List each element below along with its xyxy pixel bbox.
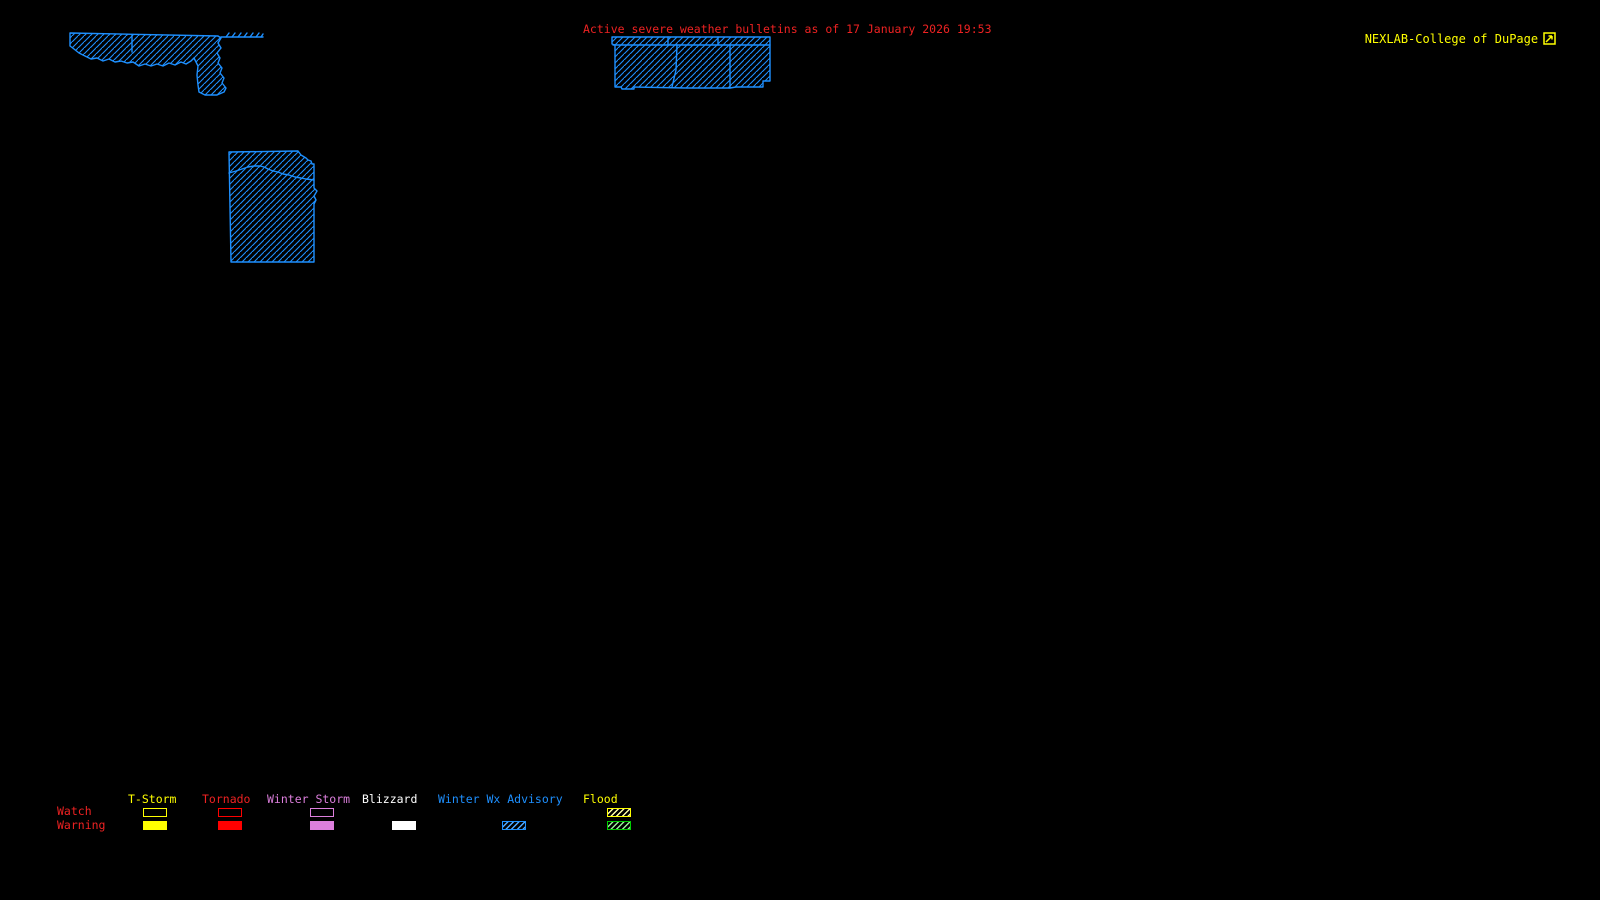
winter-wx-advisory-region-north-central	[612, 37, 770, 89]
winter-wx-advisory-region-northwest	[70, 33, 263, 95]
tstorm-warning-swatch	[143, 821, 167, 830]
tornado-warning-swatch	[218, 821, 242, 830]
legend-header-winter-storm: Winter Storm	[267, 792, 351, 806]
legend-header-blizzard: Blizzard	[362, 792, 418, 806]
flood-watch-swatch	[607, 808, 631, 817]
legend-header-tornado: Tornado	[202, 792, 251, 806]
brand-text: NEXLAB-College of DuPage	[1364, 31, 1539, 46]
legend-header-winter-wx-advisory: Winter Wx Advisory	[438, 792, 563, 806]
blizzard-warning-swatch	[392, 821, 416, 830]
page-title: Active severe weather bulletins as of 17 January 2026 19:53	[583, 22, 992, 36]
tstorm-watch-swatch	[143, 808, 167, 817]
legend-row-watch-label: Watch	[57, 804, 92, 818]
winter-storm-warning-swatch	[310, 821, 334, 830]
legend-row-warning-label: Warning	[57, 818, 106, 832]
winter-storm-watch-swatch	[310, 808, 334, 817]
winter-wx-advisory-warning-swatch	[502, 821, 526, 830]
winter-wx-advisory-region-west	[229, 151, 317, 262]
legend-header-tstorm: T-Storm	[128, 792, 177, 806]
legend-header-flood: Flood	[583, 792, 618, 806]
flood-warning-swatch	[607, 821, 631, 830]
tornado-watch-swatch	[218, 808, 242, 817]
